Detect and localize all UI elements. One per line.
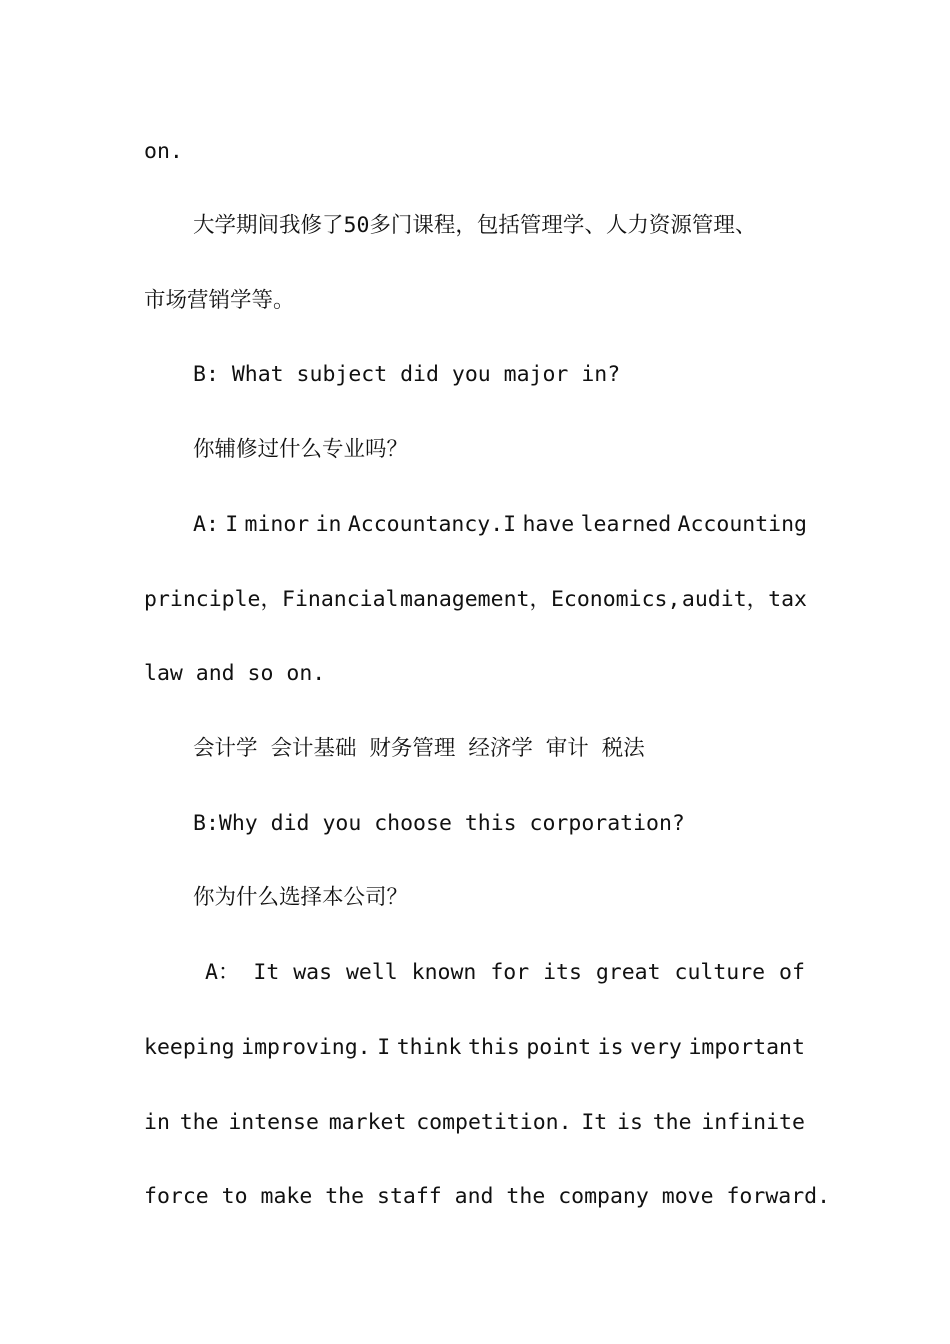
word: very: [630, 1035, 682, 1060]
word: audit，tax: [681, 587, 807, 612]
text-line: 你为什么选择本公司？: [193, 885, 409, 910]
word: market: [328, 1110, 407, 1135]
word: for: [490, 960, 530, 985]
word: is: [617, 1110, 643, 1135]
word: its: [543, 960, 582, 985]
word: think: [396, 1035, 462, 1060]
text-line: 会计学 会计基础 财务管理 经济学 审计 税法: [193, 736, 645, 761]
word: point: [526, 1035, 592, 1060]
word: in: [144, 1110, 170, 1135]
word: improving.: [241, 1035, 371, 1060]
text-line: law and so on.: [144, 661, 326, 686]
word: A:: [193, 512, 219, 537]
text-line: [0, 953, 950, 993]
word: management，Economics,: [400, 587, 681, 612]
word: culture: [674, 960, 766, 985]
word: in: [315, 512, 342, 537]
text-line: 你辅修过什么专业吗？: [193, 437, 409, 462]
word: infinite: [701, 1110, 805, 1135]
word: intense: [228, 1110, 319, 1135]
word: Accountancy.I: [347, 512, 517, 537]
word: important: [688, 1035, 805, 1060]
text-line: 大学期间我修了50多门课程，包括管理学、人力资源管理、: [193, 213, 757, 238]
text-line: [0, 1028, 950, 1068]
word: this: [468, 1035, 520, 1060]
word: known: [411, 960, 477, 985]
word: It: [581, 1110, 608, 1135]
word: great: [595, 960, 661, 985]
word: well: [345, 960, 398, 985]
text-line: [0, 580, 950, 620]
word: is: [597, 1035, 624, 1060]
word: competition.: [416, 1110, 572, 1135]
word: It: [253, 960, 280, 985]
text-line: on.: [144, 139, 183, 164]
text-line: B:Why did you choose this corporation?: [193, 811, 685, 836]
text-line: 市场营销学等。: [144, 288, 295, 313]
word: the: [652, 1110, 692, 1135]
word: minor: [244, 512, 310, 537]
text-line: B: What subject did you major in?: [193, 362, 621, 387]
text-line: force to make the staff and the company move forward.: [144, 1184, 831, 1209]
word: Accounting: [677, 512, 807, 537]
word: was: [293, 960, 333, 985]
word: learned: [580, 512, 672, 537]
word: I: [225, 512, 239, 537]
word: A：: [205, 960, 240, 985]
word: have: [522, 512, 575, 537]
word: the: [179, 1110, 219, 1135]
word: I: [377, 1035, 391, 1060]
word: of: [779, 960, 805, 985]
text-line: [0, 1103, 950, 1143]
text-line: [0, 505, 950, 545]
word: principle，Financial: [144, 587, 399, 612]
word: keeping: [144, 1035, 235, 1060]
